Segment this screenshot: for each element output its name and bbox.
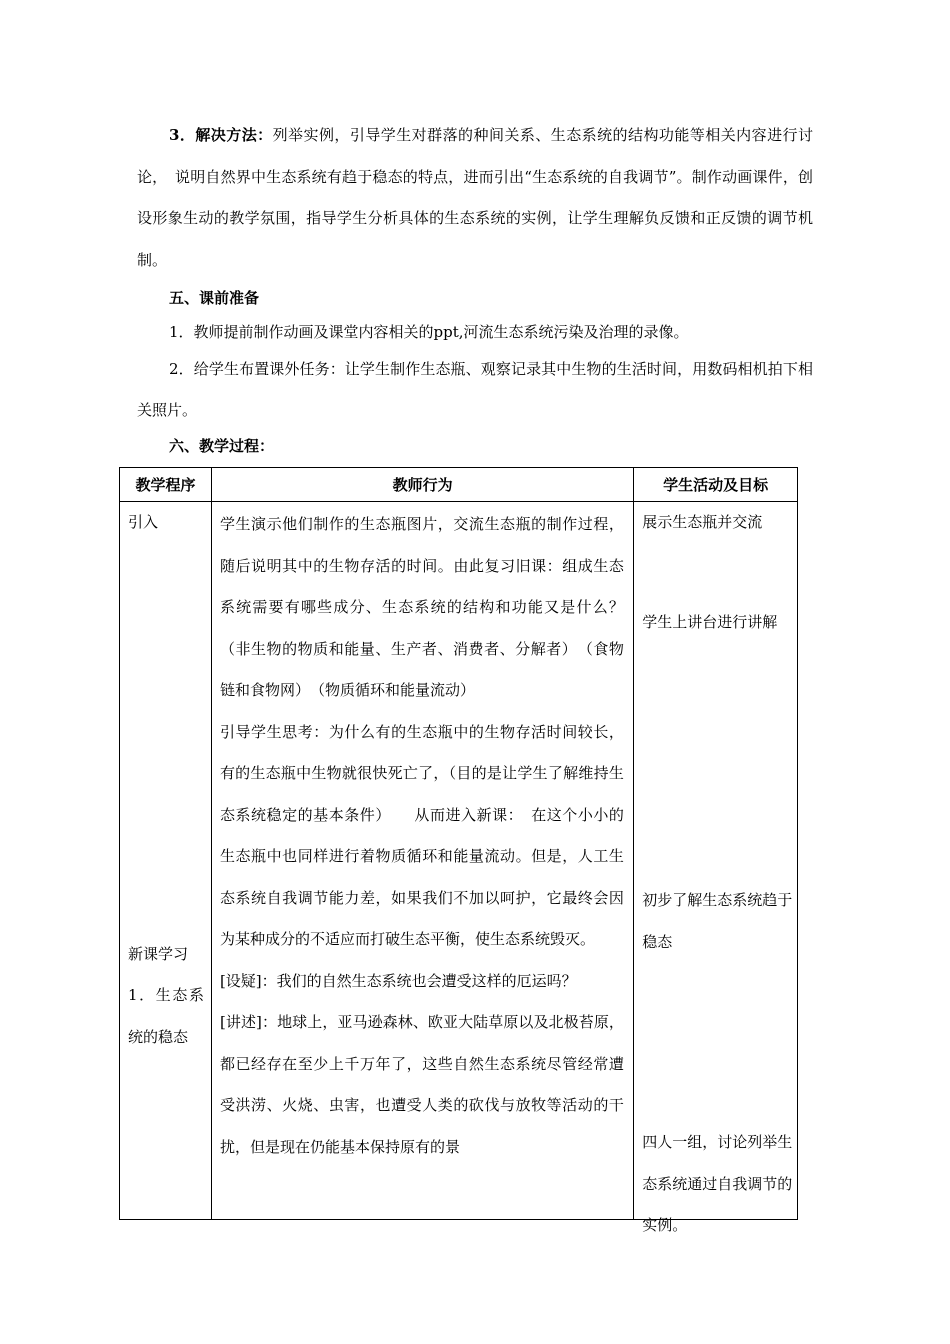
- table-row: [120, 502, 798, 1220]
- student-activity-2: 学生上讲台进行讲解: [642, 613, 778, 631]
- procedure-topic: 1．生态系统的稳态: [128, 986, 204, 1046]
- teaching-process-table: [119, 467, 798, 1234]
- teacher-para-lecture: [讲述]：地球上，亚马逊森林、欧亚大陆草原以及北极苔原，都已经存在至少上千万年了，这些自然生态系统尽管经常遭受洪涝、火烧、虫害，也遭受人类的砍伐与放牧等活动的干扰，但是现在仍能基本保持原有的景: [219, 1013, 624, 1156]
- student-activity-4: 四人一组，讨论列举生态系统通过自我调节的实例。: [642, 1133, 793, 1234]
- header-teacher-behavior: 教师行为: [211, 468, 633, 502]
- procedure-cell: [120, 502, 212, 1220]
- header-procedure: 教学程序: [120, 468, 212, 502]
- teacher-para-guide: 引导学生思考：为什么有的生态瓶中的生物存活时间较长，有的生态瓶中生物就很快死亡了，（目的是让学生了解维持生态系统稳定的基本条件） 从而进入新课： 在这个小小的生态瓶中也同样进行着物质循环和能量流动。但是，人工生态系统自我调节能力差，如果我们不加以呵护，它最终会因为某种成分的不适应而打破生态平衡，使生态系统毁灭。: [219, 722, 624, 948]
- teacher-para-question: [设疑]：我们的自然生态系统也会遭受这样的厄运吗？: [219, 971, 577, 990]
- process-heading: 六、教学过程：: [169, 437, 275, 455]
- solution-method-paragraph: [137, 115, 813, 281]
- header-student-activity: 学生活动及目标: [634, 468, 798, 502]
- teacher-behavior-text: [219, 504, 639, 1168]
- student-activity-1: 展示生态瓶并交流: [642, 513, 763, 531]
- prep-item-2: 2．给学生布置课外任务：让学生制作生态瓶、观察记录其中生物的生活时间，用数码相机拍下相关照片。: [137, 360, 813, 419]
- solution-method-label: 3．解决方法：: [169, 126, 273, 144]
- solution-method-text: 列举实例，引导学生对群落的种间关系、生态系统的结构功能等相关内容进行讨论， 说明自然界中生态系统有趋于稳态的特点，进而引出“生态系统的自我调节”。制作动画课件，创设形象生动的教学氛围，指导学生分析具体的生态系统的实例，让学生理解负反馈和正反馈的调节机制。: [137, 126, 813, 269]
- teacher-para-review: 学生演示他们制作的生态瓶图片，交流生态瓶的制作过程，随后说明其中的生物存活的时间。由此复习旧课：组成生态系统需要有哪些成分、生态系统的结构和功能又是什么？ （非生物的物质和能量、生产者、消费者、分解者） （食物链和食物网） （物质循环和能量流动）: [219, 515, 639, 699]
- student-activity-cell: [634, 502, 798, 1234]
- procedure-intro: 引入: [128, 513, 159, 531]
- teacher-behavior-cell: [211, 502, 639, 1220]
- prep-item-1: 1．教师提前制作动画及课堂内容相关的ppt,河流生态系统污染及治理的录像。: [169, 323, 689, 341]
- student-activity-3: 初步了解生态系统趋于稳态: [642, 891, 793, 951]
- table-header-row: [120, 468, 798, 502]
- prep-heading: 五、课前准备: [169, 289, 260, 307]
- procedure-new-lesson: 新课学习: [128, 945, 189, 963]
